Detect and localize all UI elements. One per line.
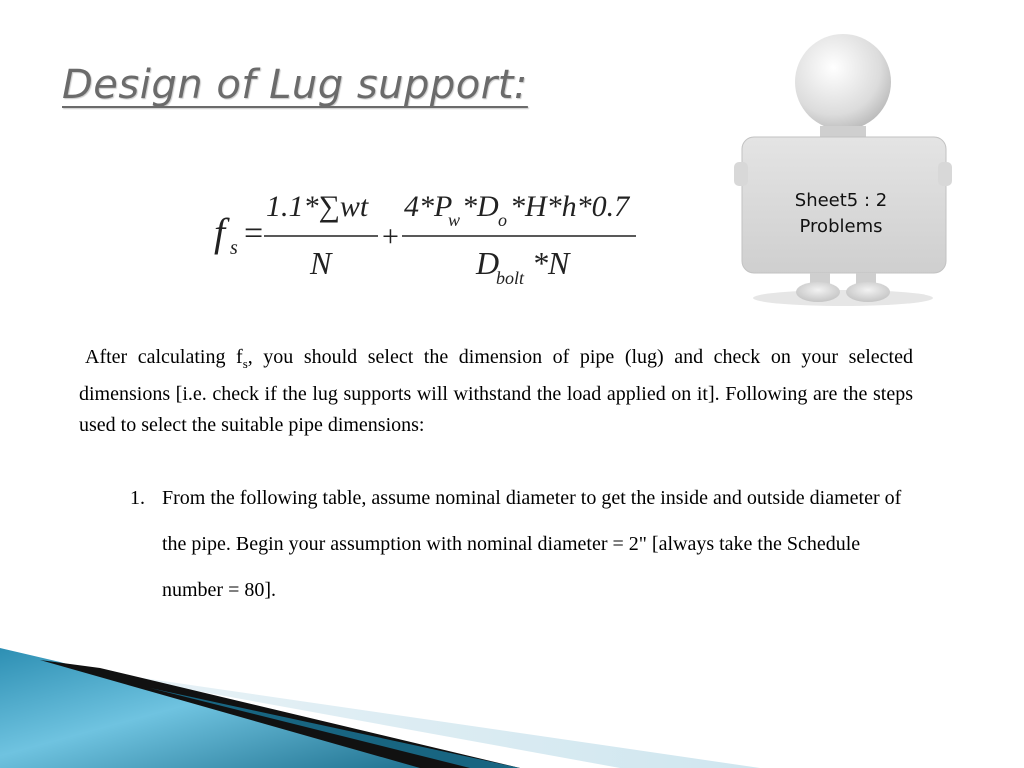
formula-equals: = (244, 215, 264, 252)
formula-frac2-denominator-b: *N (532, 245, 570, 281)
person-holding-sign-illustration (728, 30, 958, 308)
formula-lhs: f (214, 210, 226, 255)
formula-frac2-numerator-a: 4*P (404, 190, 453, 223)
lug-stress-formula (210, 180, 650, 290)
formula-frac2-numerator-b: *D (462, 190, 499, 223)
formula-frac2-numerator-a-sub: w (448, 210, 461, 230)
footer-decoration (0, 640, 1024, 768)
formula-lhs-sub: s (230, 237, 238, 259)
paragraph-text-rest: , you should select the dimension of pipe (lug) and check on your selected dimensions [i.e. check if the lug supports will withstand the load applied on it]. Following are the steps used to select the suitable pipe dimensions: (79, 346, 913, 436)
formula-frac1-numerator: 1.1*∑wt (266, 190, 369, 223)
formula-frac2-denominator-a: D (476, 245, 500, 281)
formula-plus: + (382, 220, 399, 253)
paragraph-text-start: After calculating f (85, 346, 243, 368)
formula-frac2-numerator-c: *H*h*0.7 (510, 190, 630, 223)
intro-paragraph (79, 342, 913, 441)
step-text: From the following table, assume nominal diameter to get the inside and outside diameter of the pipe. Begin your assumption with nominal diameter = 2" [always take the Schedule number = 80]. (162, 487, 902, 601)
formula-frac1-denominator: N (310, 245, 332, 281)
step-number: 1. (130, 487, 145, 509)
formula-frac2-denominator-a-sub: bolt (496, 268, 525, 288)
slide-title: Design of Lug support: (62, 62, 528, 108)
paragraph-subscript: s (242, 356, 248, 371)
formula-frac2-numerator-b-sub: o (498, 210, 507, 230)
sign-label: Sheet5 : 2 Problems (794, 190, 888, 237)
